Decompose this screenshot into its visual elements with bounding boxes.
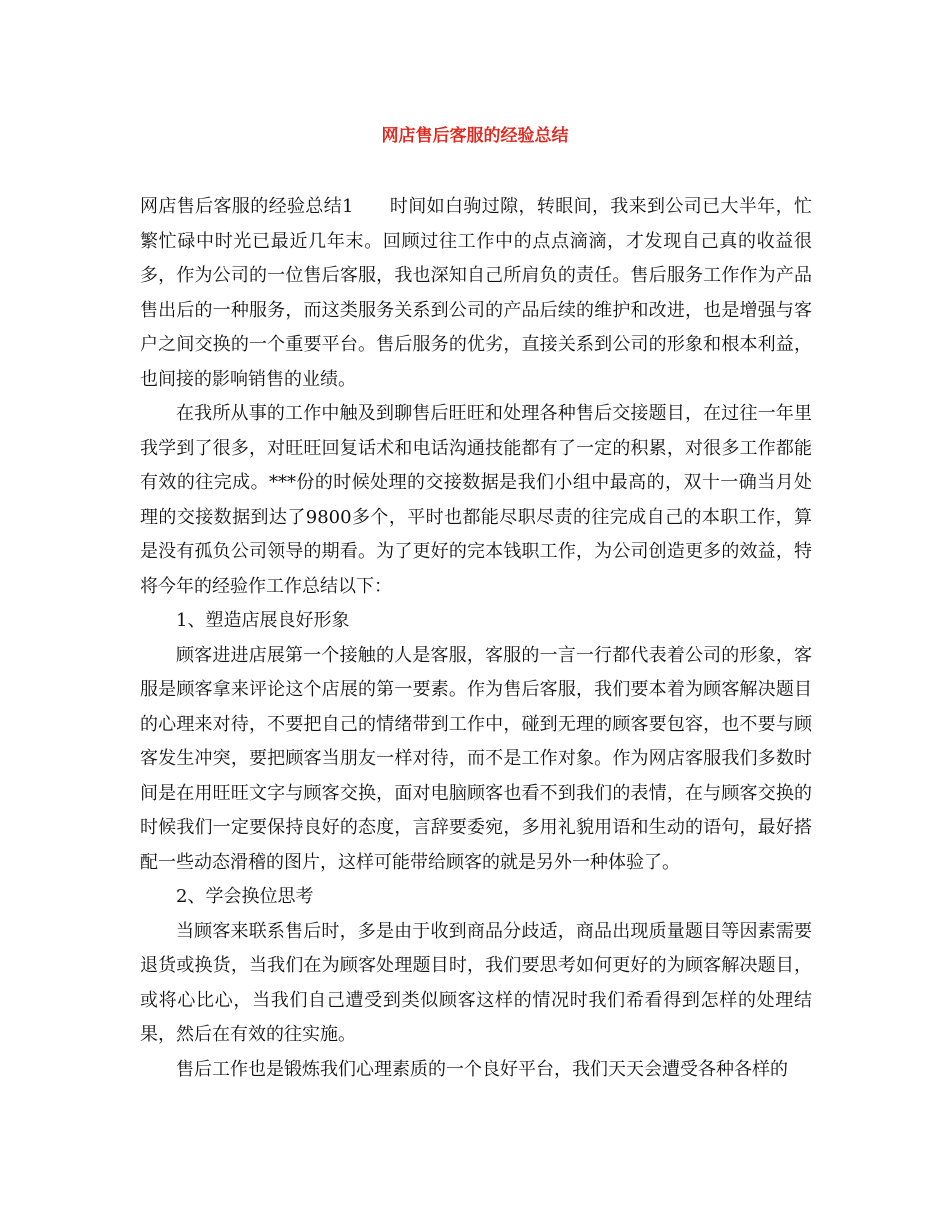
paragraph-3: 顾客进进店展第一个接触的人是客服，客服的一言一行都代表着公司的形象，客服是顾客拿来评论这个店展的第一要素。作为售后客服，我们要本着为顾客解决题目的心理来对待，不要把自己的情绪带到工作中，碰到无理的顾客要包容，也不要与顾客发生冲突，要把顾客当朋友一样对待，而不是工作对象。作为网店客服我们多数时间是在用旺旺文字与顾客交换，面对电脑顾客也看不到我们的表情，在与顾客交换的时候我们一定要保持良好的态度，言辞要委宛，多用礼貌用语和生动的语句，最好搭配一些动态滑稽的图片，这样可能带给顾客的就是另外一种体验了。 <box>140 644 812 873</box>
document-body <box>140 190 812 1087</box>
section-heading-1: 1、塑造店展良好形象 <box>176 610 350 631</box>
section-heading-2: 2、学会换位思考 <box>176 886 314 907</box>
paragraph-1 <box>140 190 812 397</box>
paragraph-5: 售后工作也是锻炼我们心理素质的一个良好平台，我们天天会遭受各种各样的 <box>176 1058 788 1080</box>
paragraph-4: 当顾客来联系售后时，多是由于收到商品分歧适，商品出现质量题目等因素需要退货或换货，当我们在为顾客处理题目时，我们要思考如何更好的为顾客解决题目，或将心比心，当我们自己遭受到类似顾客这样的情况时我们希看得到怎样的处理结果，然后在有效的往实施。 <box>140 920 812 1045</box>
paragraph-2: 在我所从事的工作中触及到聊售后旺旺和处理各种售后交接题目，在过往一年里我学到了很多，对旺旺回复话术和电话沟通技能都有了一定的积累，对很多工作都能有效的往完成。***份的时候处理的交接数据是我们小组中最高的，双十一确当月处理的交接数据到达了9800多个，平时也都能尽职尽责的往完成自己的本职工作，算是没有孤负公司领导的期看。为了更好的完本钱职工作，为公司创造更多的效益，特将今年的经验作工作总结以下： <box>140 403 812 597</box>
paragraph-1-text: 时间如白驹过隙，转眼间，我来到公司已大半年，忙繁忙碌中时光已最近几年末。回顾过往工作中的点点滴滴，才发现自己真的收益很多，作为公司的一位售后客服，我也深知自己所肩负的责任。售后服务工作作为产品售出后的一种服务，而这类服务关系到公司的产品后续的维护和改进，也是增强与客户之间交换的一个重要平台。售后服务的优劣，直接关系到公司的形象和根本利益，也间接的影响销售的业绩。 <box>140 196 813 390</box>
document-title: 网店售后客服的经验总结 <box>381 126 569 146</box>
lead-heading: 网店售后客服的经验总结1 <box>140 196 354 217</box>
